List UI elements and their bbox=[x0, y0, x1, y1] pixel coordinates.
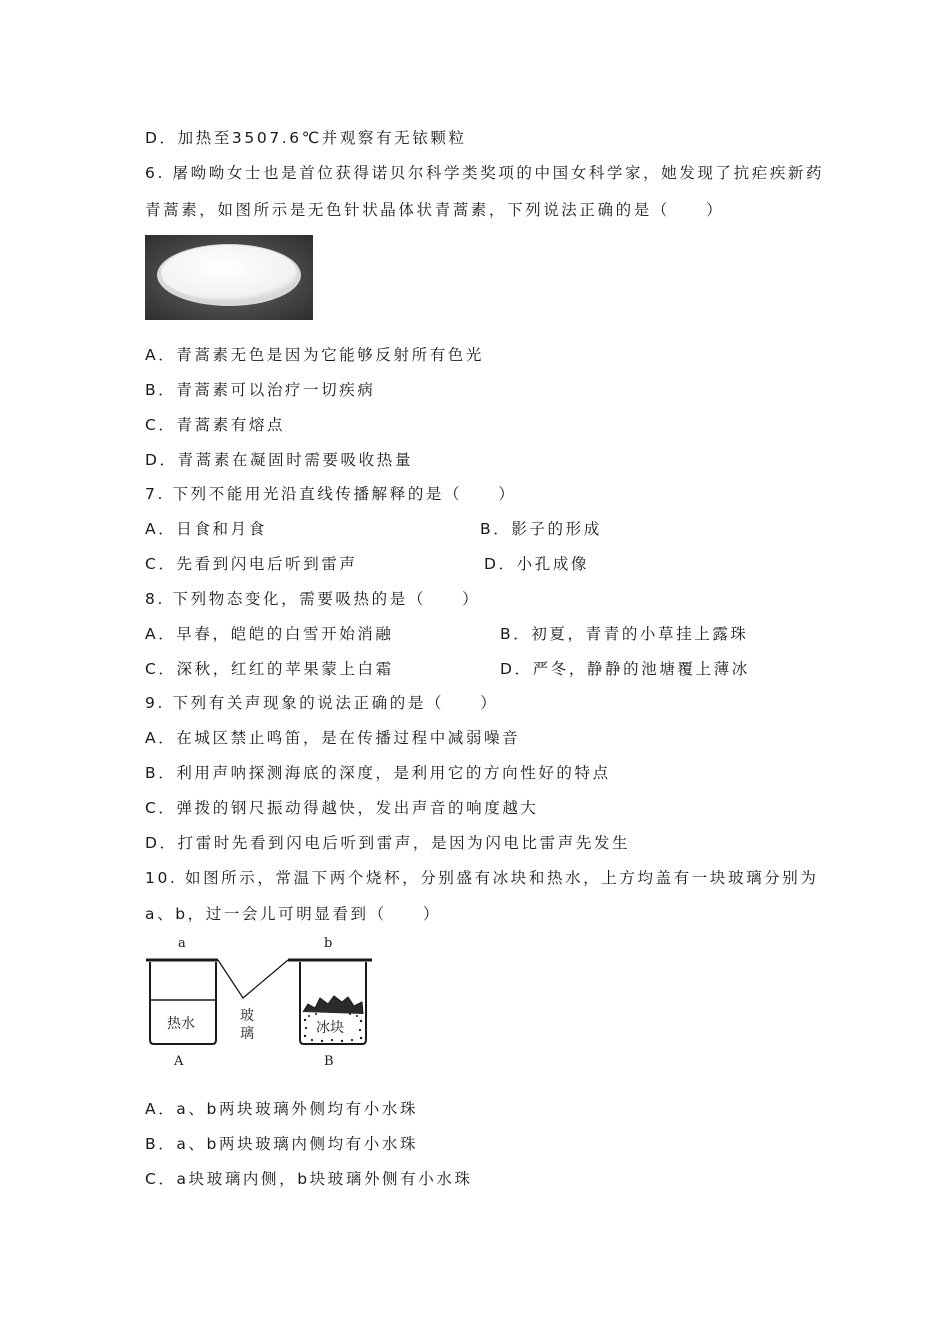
beakers-diagram bbox=[140, 930, 380, 1070]
q10-option-a: A．a、b两块玻璃外侧均有小水珠 bbox=[145, 1100, 419, 1118]
q10-stem-line1: 10. 如图所示，常温下两个烧杯，分别盛有冰块和热水，上方均盖有一块玻璃分别为 bbox=[145, 869, 819, 887]
q10-option-c: C．a块玻璃内侧，b块玻璃外侧有小水珠 bbox=[145, 1170, 473, 1188]
q9-option-c: C．弹拨的钢尺振动得越快，发出声音的响度越大 bbox=[145, 799, 539, 817]
hot-water-label: 热水 bbox=[167, 1016, 195, 1032]
q5-option-d: D．加热至3507.6℃并观察有无铱颗粒 bbox=[145, 129, 467, 147]
ice-chunks bbox=[303, 996, 363, 1014]
q7-stem: 7. 下列不能用光沿直线传播解释的是（ ） bbox=[145, 485, 517, 503]
q7-option-a: A．日食和月食 bbox=[145, 520, 267, 538]
q8-option-d: D．严冬，静静的池塘覆上薄冰 bbox=[500, 660, 750, 678]
glass-label-1: 玻 bbox=[240, 1008, 254, 1024]
q7-option-c: C．先看到闪电后听到雷声 bbox=[145, 555, 358, 573]
q8-option-b: B．初夏，青青的小草挂上露珠 bbox=[500, 625, 749, 643]
glass-label-b: b bbox=[324, 936, 333, 951]
ice-label: 冰块 bbox=[316, 1020, 344, 1036]
q6-stem-line2: 青蒿素，如图所示是无色针状晶体状青蒿素，下列说法正确的是（ ） bbox=[145, 201, 725, 219]
q6-option-a: A．青蒿素无色是因为它能够反射所有色光 bbox=[145, 346, 485, 364]
q9-option-b: B．利用声呐探测海底的深度，是利用它的方向性好的特点 bbox=[145, 764, 611, 782]
artemisinin-photo bbox=[145, 235, 313, 320]
glass-label-a: a bbox=[178, 936, 186, 951]
q9-stem: 9. 下列有关声现象的说法正确的是（ ） bbox=[145, 694, 499, 712]
q6-option-c: C．青蒿素有熔点 bbox=[145, 416, 286, 434]
q10-stem-line2: a、b，过一会儿可明显看到（ ） bbox=[145, 905, 442, 923]
q6-stem-line1: 6. 屠呦呦女士也是首位获得诺贝尔科学类奖项的中国女科学家，她发现了抗疟疾新药 bbox=[145, 164, 825, 182]
glass-pointer-lines bbox=[218, 960, 288, 998]
q8-stem: 8. 下列物态变化，需要吸热的是（ ） bbox=[145, 590, 481, 608]
q10-option-b: B．a、b两块玻璃内侧均有小水珠 bbox=[145, 1135, 419, 1153]
beaker-caption-a: A bbox=[174, 1054, 184, 1069]
q9-option-d: D．打雷时先看到闪电后听到雷声，是因为闪电比雷声先发生 bbox=[145, 834, 631, 852]
beaker-caption-b: B bbox=[324, 1054, 334, 1069]
q7-option-b: B．影子的形成 bbox=[480, 520, 602, 538]
q9-option-a: A．在城区禁止鸣笛，是在传播过程中减弱噪音 bbox=[145, 729, 521, 747]
q6-option-d: D．青蒿素在凝固时需要吸收热量 bbox=[145, 451, 413, 469]
q7-option-d: D．小孔成像 bbox=[484, 555, 590, 573]
q6-option-b: B．青蒿素可以治疗一切疾病 bbox=[145, 381, 376, 399]
q8-option-c: C．深秋，红红的苹果蒙上白霜 bbox=[145, 660, 394, 678]
glass-label-2: 璃 bbox=[240, 1026, 254, 1042]
q8-option-a: A．早春，皑皑的白雪开始消融 bbox=[145, 625, 394, 643]
